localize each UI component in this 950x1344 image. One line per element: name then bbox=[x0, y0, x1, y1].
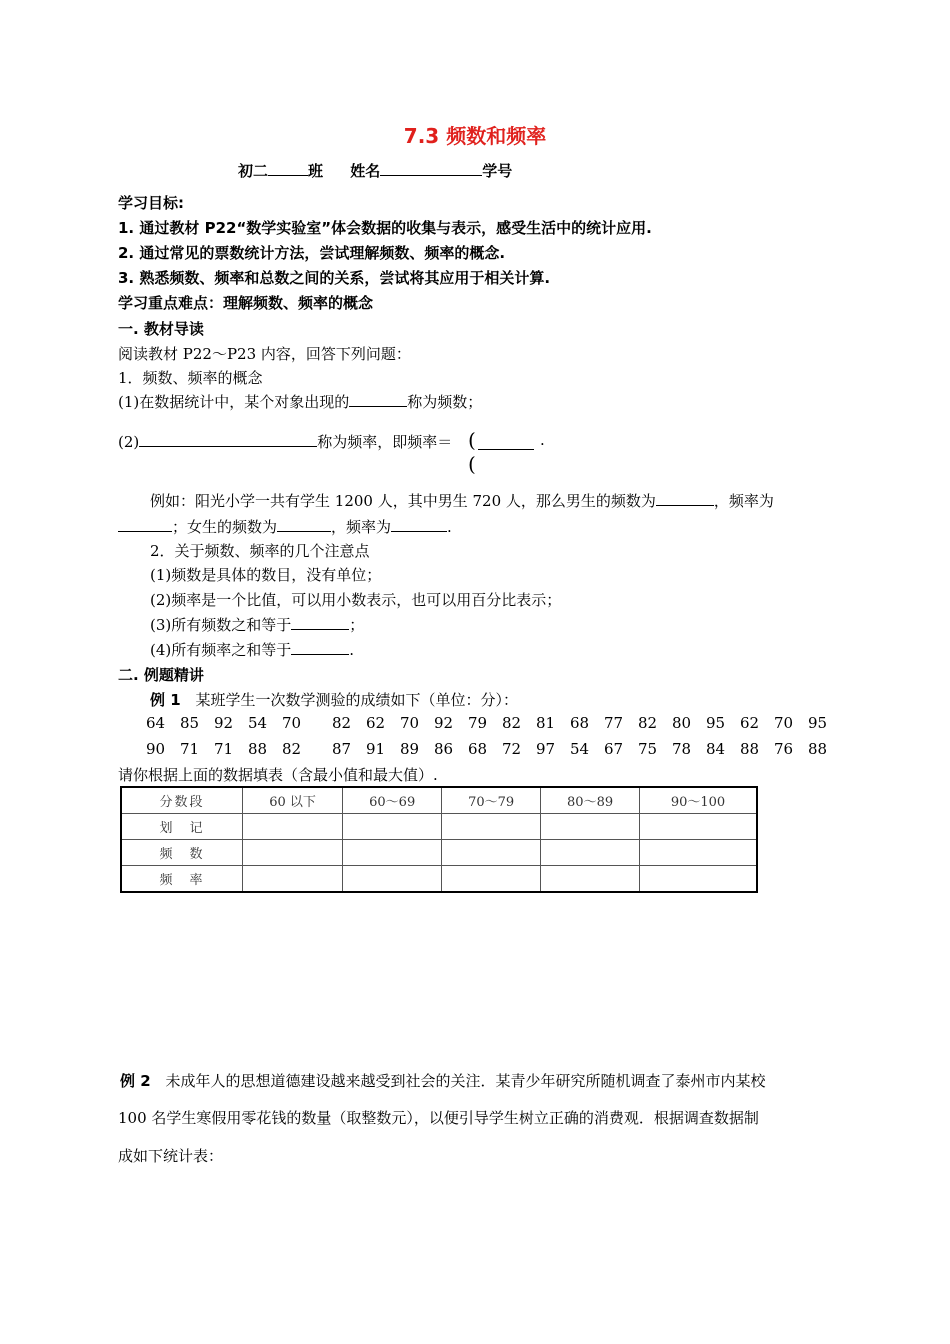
q2-blank[interactable] bbox=[139, 432, 317, 447]
sub2-heading: 2．关于频数、频率的几个注意点 bbox=[150, 542, 370, 560]
example2-line-1 bbox=[120, 1062, 765, 1100]
example1-text: 某班学生一次数学测验的成绩如下（单位：分）： bbox=[195, 691, 518, 709]
table-instruction: 请你根据上面的数据填表（含最小值和最大值）. bbox=[118, 766, 438, 784]
note4-pre: (4)所有频率之和等于 bbox=[150, 641, 292, 659]
scores-row-2 bbox=[146, 740, 842, 758]
score-value: 87 bbox=[332, 740, 352, 758]
example2-label: 例 2 bbox=[120, 1072, 151, 1090]
key-points: 学习重点难点：理解频数、频率的概念 bbox=[118, 294, 374, 312]
fraction-bar bbox=[478, 449, 534, 450]
student-info-line bbox=[238, 160, 512, 181]
name-label: 姓名 bbox=[350, 162, 381, 180]
example-text: ；女生的频数为 bbox=[172, 518, 278, 536]
score-value: 82 bbox=[282, 740, 302, 758]
example1-label: 例 1 bbox=[150, 691, 181, 709]
score-value: 82 bbox=[332, 714, 352, 732]
score-value: 80 bbox=[672, 714, 692, 732]
score-value: 76 bbox=[774, 740, 794, 758]
score-value: 78 bbox=[672, 740, 692, 758]
note3-post: ； bbox=[349, 616, 365, 634]
goal-item: 1. 通过教材 P22“数学实验室”体会数据的收集与表示，感受生活中的统计应用. bbox=[118, 219, 652, 237]
class-blank[interactable] bbox=[268, 161, 308, 176]
score-value: 92 bbox=[434, 714, 454, 732]
score-value: 95 bbox=[808, 714, 828, 732]
goals-heading: 学习目标: bbox=[118, 194, 184, 212]
table-cell[interactable] bbox=[640, 814, 757, 840]
girls-frequency-blank[interactable] bbox=[277, 517, 331, 532]
score-value: 91 bbox=[366, 740, 386, 758]
goal-item: 3. 熟悉频数、频率和总数之间的关系，尝试将其应用于相关计算. bbox=[118, 269, 551, 287]
score-value: 70 bbox=[282, 714, 302, 732]
name-blank[interactable] bbox=[380, 161, 482, 176]
example2-line-2: 100 名学生寒假用零花钱的数量（取整数元），以便引导学生树立正确的消费观．根据调查数据制 bbox=[118, 1109, 759, 1127]
page-title: 7.3 频数和频率 bbox=[403, 124, 547, 148]
score-value: 88 bbox=[248, 740, 268, 758]
q1-post: 称为频数； bbox=[407, 393, 483, 411]
score-value: 67 bbox=[604, 740, 624, 758]
table-cell[interactable] bbox=[442, 814, 541, 840]
note-item: (1)频数是具体的数目，没有单位； bbox=[150, 566, 382, 584]
row-label: 划 记 bbox=[121, 814, 243, 840]
score-value: 77 bbox=[604, 714, 624, 732]
boys-rate-blank[interactable] bbox=[118, 517, 172, 532]
score-value: 62 bbox=[366, 714, 386, 732]
score-value: 79 bbox=[468, 714, 488, 732]
score-value: 71 bbox=[214, 740, 234, 758]
section2-heading: 二. 例题精讲 bbox=[118, 666, 204, 684]
score-value: 97 bbox=[536, 740, 556, 758]
table-cell[interactable] bbox=[442, 866, 541, 893]
example-line-1 bbox=[150, 490, 774, 511]
section1-heading: 一. 教材导读 bbox=[118, 320, 204, 338]
score-value: 88 bbox=[740, 740, 760, 758]
table-cell[interactable] bbox=[541, 840, 640, 866]
score-value: 75 bbox=[638, 740, 658, 758]
score-value: 84 bbox=[706, 740, 726, 758]
note-item: (2)频率是一个比值，可以用小数表示，也可以用百分比表示； bbox=[150, 591, 562, 609]
score-value: 90 bbox=[146, 740, 166, 758]
score-value: 82 bbox=[502, 714, 522, 732]
note-item-4 bbox=[150, 639, 354, 660]
note3-pre: (3)所有频数之和等于 bbox=[150, 616, 292, 634]
table-cell[interactable] bbox=[243, 866, 343, 893]
example2-text: 未成年人的思想道德建设越来越受到社会的关注．某青少年研究所随机调查了泰州市内某校 bbox=[165, 1072, 766, 1090]
table-cell[interactable] bbox=[343, 866, 442, 893]
table-cell[interactable] bbox=[640, 866, 757, 893]
score-value: 70 bbox=[774, 714, 794, 732]
table-row bbox=[121, 840, 757, 866]
q2-post: 称为频率，即频率＝ bbox=[317, 433, 453, 451]
table-header-cell: 60～69 bbox=[343, 787, 442, 814]
class-label-pre: 初二 bbox=[238, 162, 269, 180]
row-label: 频 率 bbox=[121, 866, 243, 893]
table-header-cell: 70～79 bbox=[442, 787, 541, 814]
score-value: 54 bbox=[570, 740, 590, 758]
table-cell[interactable] bbox=[640, 840, 757, 866]
row-label: 频 数 bbox=[121, 840, 243, 866]
score-value: 62 bbox=[740, 714, 760, 732]
table-cell[interactable] bbox=[343, 814, 442, 840]
table-cell[interactable] bbox=[541, 814, 640, 840]
fraction-numerator-paren: ( bbox=[468, 428, 476, 452]
table-cell[interactable] bbox=[442, 840, 541, 866]
class-label-post: 班 bbox=[308, 162, 324, 180]
table-header-cell: 60 以下 bbox=[243, 787, 343, 814]
q1-pre: (1)在数据统计中，某个对象出现的 bbox=[118, 393, 350, 411]
table-header-cell: 分数段 bbox=[121, 787, 243, 814]
boys-frequency-blank[interactable] bbox=[656, 491, 714, 506]
note4-post: . bbox=[349, 641, 355, 659]
score-value: 86 bbox=[434, 740, 454, 758]
table-row bbox=[121, 866, 757, 893]
score-value: 71 bbox=[180, 740, 200, 758]
example1-intro bbox=[150, 689, 518, 710]
note-item-3 bbox=[150, 614, 364, 635]
example-text: 例如：阳光小学一共有学生 1200 人，其中男生 720 人，那么男生的频数为 bbox=[150, 492, 656, 510]
table-row bbox=[121, 814, 757, 840]
table-header-row bbox=[121, 787, 757, 814]
score-value: 85 bbox=[180, 714, 200, 732]
score-frequency-table bbox=[120, 786, 758, 893]
q2-pre: (2) bbox=[118, 433, 140, 451]
section1-intro: 阅读教材 P22～P23 内容，回答下列问题： bbox=[118, 345, 411, 363]
fraction-period: . bbox=[540, 431, 545, 449]
score-value: 72 bbox=[502, 740, 522, 758]
note3-blank[interactable] bbox=[291, 615, 349, 630]
score-value: 89 bbox=[400, 740, 420, 758]
id-label: 学号 bbox=[482, 162, 513, 180]
example-line-2 bbox=[118, 516, 452, 537]
fraction-denominator-paren: ( bbox=[468, 452, 476, 476]
score-value: 95 bbox=[706, 714, 726, 732]
example-text: ，频率为 bbox=[331, 518, 392, 536]
score-value: 64 bbox=[146, 714, 166, 732]
question-1 bbox=[118, 391, 482, 412]
scores-row-1 bbox=[146, 714, 842, 732]
score-value: 68 bbox=[570, 714, 590, 732]
score-value: 81 bbox=[536, 714, 556, 732]
sub1-heading: 1．频数、频率的概念 bbox=[118, 369, 263, 387]
score-value: 88 bbox=[808, 740, 828, 758]
girls-rate-blank[interactable] bbox=[391, 517, 447, 532]
table-cell[interactable] bbox=[541, 866, 640, 893]
score-value: 70 bbox=[400, 714, 420, 732]
example-text: . bbox=[447, 518, 452, 536]
table-cell[interactable] bbox=[343, 840, 442, 866]
score-value: 82 bbox=[638, 714, 658, 732]
score-value: 54 bbox=[248, 714, 268, 732]
question-2 bbox=[118, 431, 452, 452]
example-text: ，频率为 bbox=[713, 492, 774, 510]
table-header-cell: 90～100 bbox=[640, 787, 757, 814]
table-cell[interactable] bbox=[243, 840, 343, 866]
q1-blank[interactable] bbox=[349, 392, 407, 407]
table-cell[interactable] bbox=[243, 814, 343, 840]
frequency-fraction bbox=[468, 428, 536, 476]
note4-blank[interactable] bbox=[291, 640, 349, 655]
score-value: 92 bbox=[214, 714, 234, 732]
table-header-cell: 80～89 bbox=[541, 787, 640, 814]
example2-line-3: 成如下统计表： bbox=[118, 1147, 224, 1165]
goal-item: 2. 通过常见的票数统计方法，尝试理解频数、频率的概念. bbox=[118, 244, 506, 262]
score-value: 68 bbox=[468, 740, 488, 758]
